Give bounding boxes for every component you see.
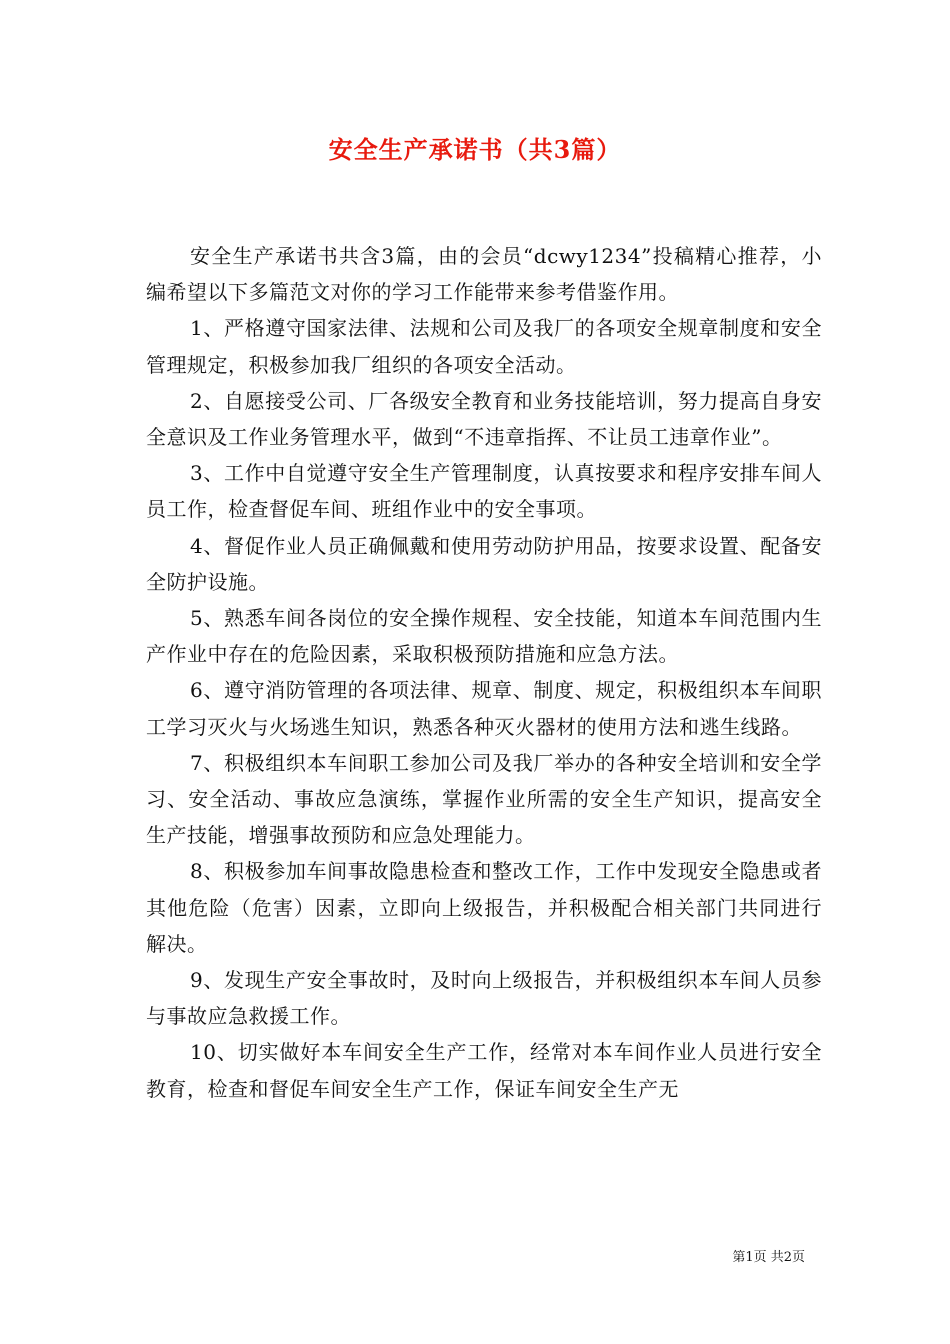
paragraph-item-4: 4、督促作业人员正确佩戴和使用劳动防护用品，按要求设置、配备安全防护设施。 <box>146 533 822 594</box>
paragraph-item-3: 3、工作中自觉遵守安全生产管理制度，认真按要求和程序安排车间人员工作，检查督促车间、班组作业中的安全事项。 <box>146 461 822 522</box>
paragraph-item-2: 2、自愿接受公司、厂各级安全教育和业务技能培训，努力提高自身安全意识及工作业务管理水平，做到“不违章指挥、不让员工违章作业”。 <box>146 388 822 450</box>
document-body <box>146 238 822 1107</box>
document-title: 安全生产承诺书（共3篇） <box>328 135 622 164</box>
page-number: 第1页 共2页 <box>732 1250 805 1265</box>
paragraph-intro: 安全生产承诺书共含3篇，由的会员“dcwy1234”投稿精心推荐，小编希望以下多篇范文对你的学习工作能带来参考借鉴作用。 <box>146 244 822 305</box>
paragraph-item-8: 8、积极参加车间事故隐患检查和整改工作，工作中发现安全隐患或者其他危险（危害）因素，立即向上级报告，并积极配合相关部门共同进行解决。 <box>146 859 822 956</box>
paragraph-item-7: 7、积极组织本车间职工参加公司及我厂举办的各种安全培训和安全学习、安全活动、事故应急演练，掌握作业所需的安全生产知识，提高安全生产技能，增强事故预防和应急处理能力。 <box>146 750 822 848</box>
paragraph-item-9: 9、发现生产安全事故时，及时向上级报告，并积极组织本车间人员参与事故应急救援工作。 <box>146 968 822 1029</box>
paragraph-item-10: 10、切实做好本车间安全生产工作，经常对本车间作业人员进行安全教育，检查和督促车间安全生产工作，保证车间安全生产无 <box>146 1040 822 1101</box>
paragraph-item-5: 5、熟悉车间各岗位的安全操作规程、安全技能，知道本车间范围内生产作业中存在的危险因素，采取积极预防措施和应急方法。 <box>146 606 822 667</box>
paragraph-item-1: 1、严格遵守国家法律、法规和公司及我厂的各项安全规章制度和安全管理规定，积极参加我厂组织的各项安全活动。 <box>146 316 822 377</box>
paragraph-item-6: 6、遵守消防管理的各项法律、规章、制度、规定，积极组织本车间职工学习灭火与火场逃生知识，熟悉各种灭火器材的使用方法和逃生线路。 <box>146 678 822 739</box>
